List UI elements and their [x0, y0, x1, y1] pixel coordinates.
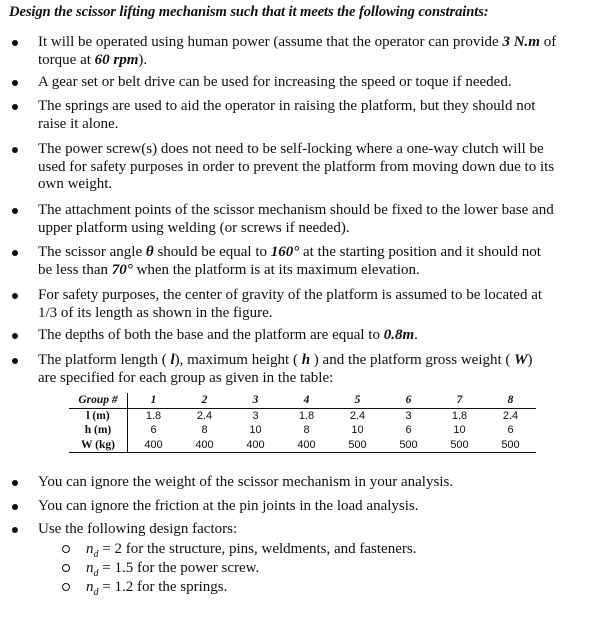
table-cell: 10 [453, 424, 466, 437]
table-row [69, 408, 536, 423]
table-header-cell: 1 [128, 393, 180, 408]
bullet-icon [12, 504, 18, 510]
table-cell: 10 [351, 424, 364, 437]
table-cell: 500 [332, 438, 383, 453]
table-cell: 400 [179, 438, 230, 453]
row-label-weight: W (kg) [69, 438, 128, 453]
table-cell: 6 [405, 424, 412, 437]
table-cell: 400 [230, 438, 281, 453]
table-cell: 6 [507, 424, 514, 437]
table-cell: 1.8 [298, 409, 315, 422]
table-cell: 1.8 [145, 409, 162, 422]
table-cell: 3 [252, 409, 259, 422]
table-header-cell: 4 [281, 393, 332, 408]
bullet-icon [12, 104, 18, 110]
table-cell: 2.4 [502, 409, 519, 422]
table-header-label: Group # [69, 393, 128, 408]
table-header-cell: 8 [485, 393, 536, 408]
bullet-icon [12, 333, 18, 339]
table-cell: 1.8 [451, 409, 468, 422]
bullet-icon [12, 358, 18, 364]
bullet-icon [12, 480, 18, 486]
bullet-icon [12, 293, 18, 299]
row-label-height: h (m) [69, 423, 128, 438]
table-cell: 2.4 [349, 409, 366, 422]
table-cell: 8 [303, 424, 310, 437]
table-header-cell: 5 [332, 393, 383, 408]
table-header-cell: 3 [230, 393, 281, 408]
table-header-row [69, 393, 536, 408]
document-title: Design the scissor lifting mechanism such that it meets the following constraints: [9, 4, 489, 20]
table-header-cell: 2 [179, 393, 230, 408]
table-cell: 6 [150, 424, 157, 437]
table-cell: 500 [485, 438, 536, 453]
table-cell: 3 [405, 409, 412, 422]
row-label-length: l (m) [69, 408, 128, 423]
table-cell: 400 [128, 438, 180, 453]
table-cell: 500 [434, 438, 485, 453]
bullet-icon [12, 527, 18, 533]
bullet-icon [12, 208, 18, 214]
bullet-icon [12, 80, 18, 86]
table-cell: 2.4 [196, 409, 213, 422]
table-cell: 400 [281, 438, 332, 453]
table-row [69, 423, 536, 438]
document-page: Design the scissor lifting mechanism such that it meets the following constraints: It will be operated using human power (assume that the operator can provide 3 N.m of torque at 60 rpm). A gear set or belt drive can be used for increasing the speed or toque if needed. The springs are used to aid the operator in raising the platform, but they should not raise it alone. The power screw(s) does not need to be self-locking where a one-way clutch will be used for safety purposes in order to prevent the platform from moving down due to its own weight. The attachment points of the scissor mechanism should be fixed to the lower base and upper platform using welding (or screws if needed). The scissor angle θ should be equal to 160° at the starting position and it should not be less than 70° when the platform is at its maximum elevation. For safety purposes, the center of gravity of the platform is assumed to be located at 1/3 of its length as shown in the figure. The depths of both the base and the platform are equal to 0.8m. The platform length ( l), maximum height ( h ) and the platform gross weight ( W) are specified for each group as given in the table: Group # 1 2 3 4 5 6 7 8 l (m) 1.8 2.4 3 1.8 2.4 3 1.8 2.4 h (m) 6 8 10 8 10 6 10 6 W (kg) 400 400 400 400 500 500 500 500 You can ignore the weight of the scissor mechanism in your analysis. You can ignore the friction at the pin joints in the load analysis. Use the following design factors: $n_d = 2$ for the structure, pins, weldments, and fasteners. $n_d = 1.5$ for the power screw. $n_d = 1.2$ for the springs. [9, 4, 557, 598]
circle-bullet-icon [62, 545, 70, 553]
bullet-icon [12, 40, 18, 46]
table-header-cell: 6 [383, 393, 434, 408]
bullet-icon [12, 250, 18, 256]
circle-bullet-icon [62, 583, 70, 591]
table-row [69, 438, 536, 453]
table-cell: 500 [383, 438, 434, 453]
table-cell: 8 [201, 424, 208, 437]
table-cell: 10 [249, 424, 262, 437]
circle-bullet-icon [62, 564, 70, 572]
group-spec-table [69, 393, 536, 453]
bullet-icon [12, 147, 18, 153]
table-header-cell: 7 [434, 393, 485, 408]
